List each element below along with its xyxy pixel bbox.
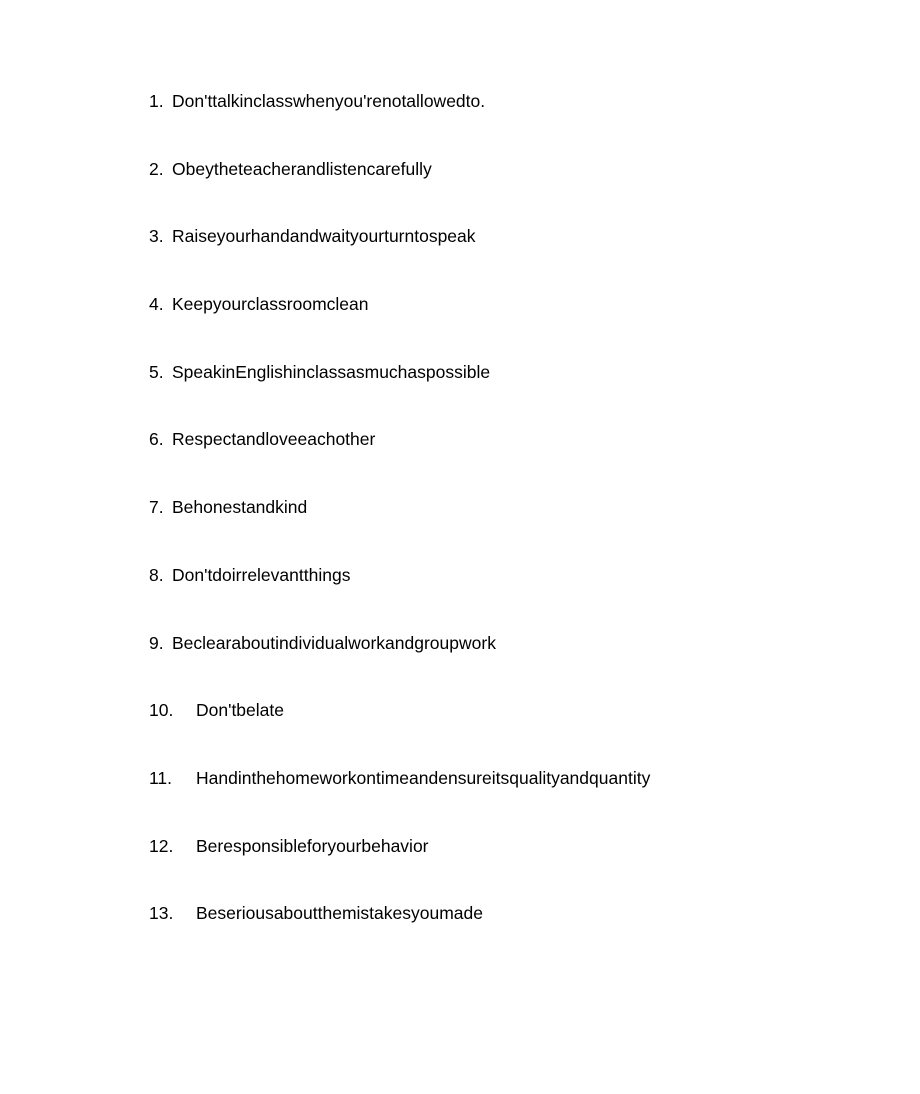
- list-item: [149, 89, 650, 157]
- list-item: [149, 157, 650, 225]
- rule-text: Keepyourclassroomclean: [172, 294, 369, 315]
- list-item: [149, 698, 650, 766]
- rule-text: Raiseyourhandandwaityourturntospeak: [172, 226, 476, 247]
- rule-text: Beresponsibleforyourbehavior: [196, 835, 429, 856]
- rule-text: Handinthehomeworkontimeandensureitsqualityandquantity: [196, 767, 651, 788]
- list-number: 1.: [149, 91, 164, 111]
- list-item: [149, 766, 650, 834]
- list-item: [149, 495, 650, 563]
- list-number: 2.: [149, 158, 164, 179]
- list-number: 4.: [149, 294, 164, 315]
- rule-text: Don'tdoirrelevantthings: [172, 564, 351, 585]
- class-rules-list: [149, 89, 650, 969]
- list-number: 7.: [149, 497, 164, 518]
- list-number: 8.: [149, 564, 164, 585]
- rule-text: Respectandloveeachother: [172, 429, 376, 450]
- list-number: 11.: [149, 767, 173, 788]
- rule-text: Behonestandkind: [172, 497, 308, 518]
- list-item: [149, 631, 650, 699]
- rule-text: SpeakinEnglishinclassasmuchaspossible: [172, 361, 491, 382]
- list-item: [149, 360, 650, 428]
- list-number: 5.: [149, 361, 164, 382]
- list-number: 3.: [149, 226, 164, 247]
- rule-text: Beclearaboutindividualworkandgroupwork: [172, 632, 496, 653]
- list-item: [149, 292, 650, 360]
- list-number: 12.: [149, 835, 174, 856]
- rule-text: Don'tbelate: [196, 700, 284, 721]
- rule-text: Beseriousaboutthemistakesyoumade: [196, 903, 483, 924]
- list-number: 9.: [149, 632, 164, 653]
- list-number: 13.: [149, 903, 174, 924]
- rule-text: Don'ttalkinclasswhenyou'renotallowedto.: [172, 91, 486, 111]
- rule-text: Obeytheteacherandlistencarefully: [172, 158, 432, 179]
- list-item: [149, 563, 650, 631]
- list-item: [149, 834, 650, 902]
- list-item: [149, 224, 650, 292]
- list-item: [149, 901, 650, 969]
- list-number: 6.: [149, 429, 164, 450]
- list-number: 10.: [149, 700, 174, 721]
- list-item: [149, 427, 650, 495]
